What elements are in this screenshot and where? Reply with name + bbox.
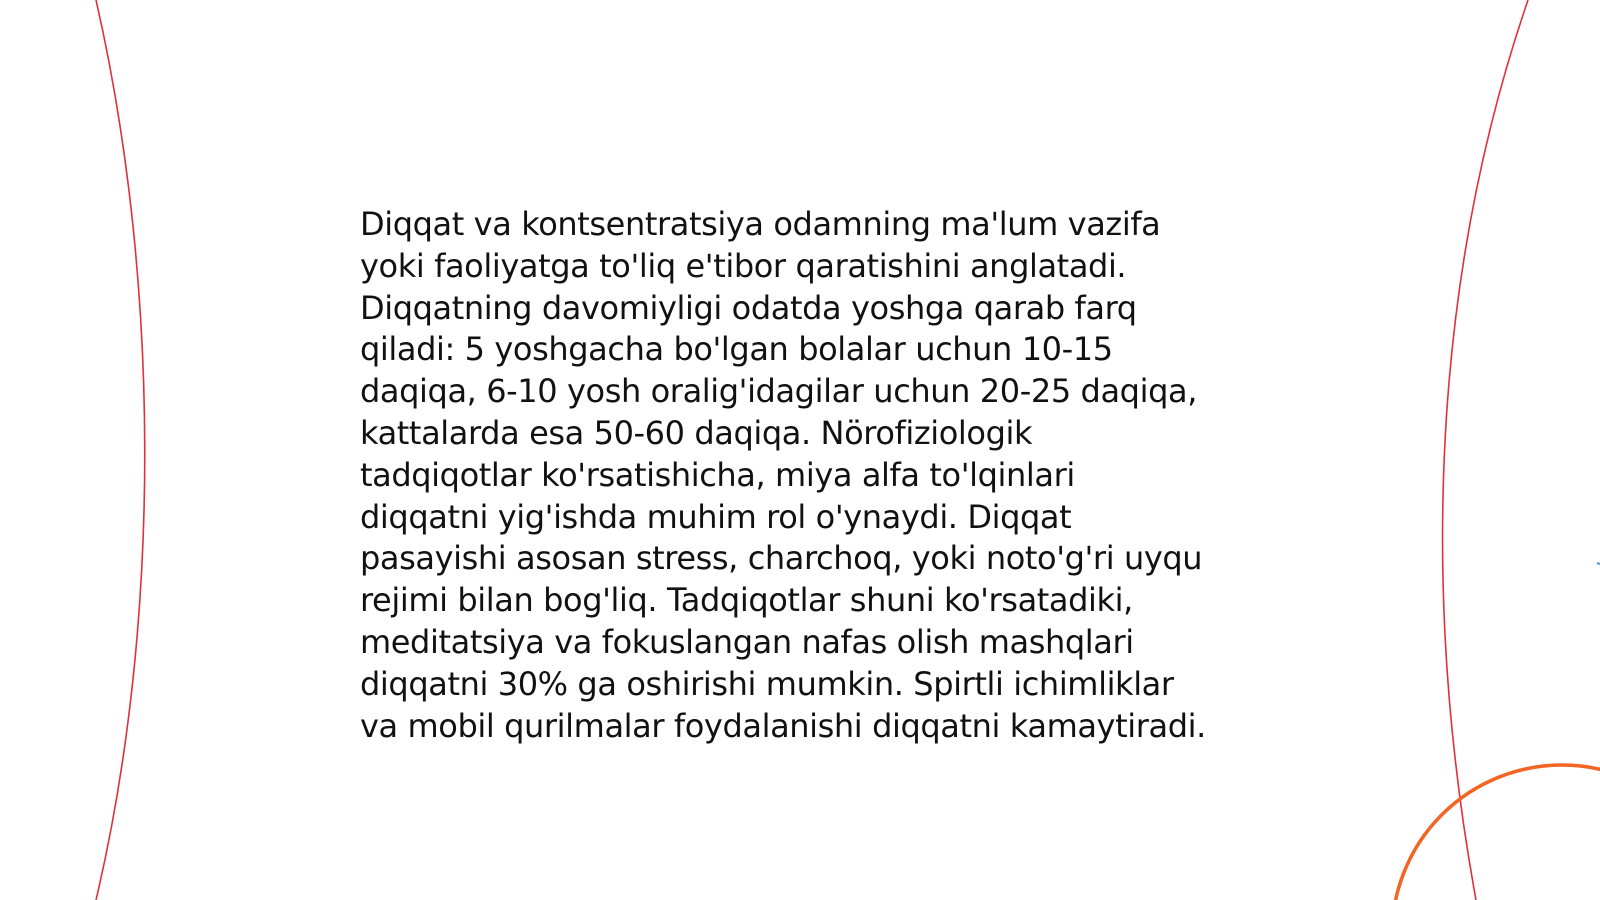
body-line: tadqiqotlar ko'rsatishicha, miya alfa to'lqinlari <box>360 455 1075 494</box>
body-line: va mobil qurilmalar foydalanishi diqqatni kamaytiradi. <box>360 706 1206 745</box>
left-curve <box>96 0 145 900</box>
body-line: diqqatni 30% ga oshirishi mumkin. Spirtli ichimliklar <box>360 664 1174 703</box>
body-line: kattalarda esa 50-60 daqiqa. Nörofiziologik <box>360 413 1033 452</box>
body-line: diqqatni yig'ishda muhim rol o'ynaydi. Diqqat <box>360 497 1072 536</box>
body-line: Diqqatning davomiyligi odatda yoshga qarab farq <box>360 288 1137 327</box>
right-curve <box>1443 0 1528 900</box>
body-paragraph <box>360 204 1260 747</box>
body-line: meditatsiya va fokuslangan nafas olish mashqlari <box>360 622 1134 661</box>
body-line: yoki faoliyatga to'liq e'tibor qaratishini anglatadi. <box>360 246 1127 285</box>
body-line: daqiqa, 6-10 yosh oralig'idagilar uchun 20-25 daqiqa, <box>360 372 1197 411</box>
body-line: rejimi bilan bog'liq. Tadqiqotlar shuni ko'rsatadiki, <box>360 581 1133 620</box>
body-line: Diqqat va kontsentratsiya odamning ma'lum vazifa <box>360 205 1161 243</box>
body-line: qiladi: 5 yoshgacha bo'lgan bolalar uchun 10-15 <box>360 330 1113 369</box>
body-line: pasayishi asosan stress, charchoq, yoki noto'g'ri uyqu <box>360 539 1203 578</box>
accent-ring <box>1392 765 1600 900</box>
